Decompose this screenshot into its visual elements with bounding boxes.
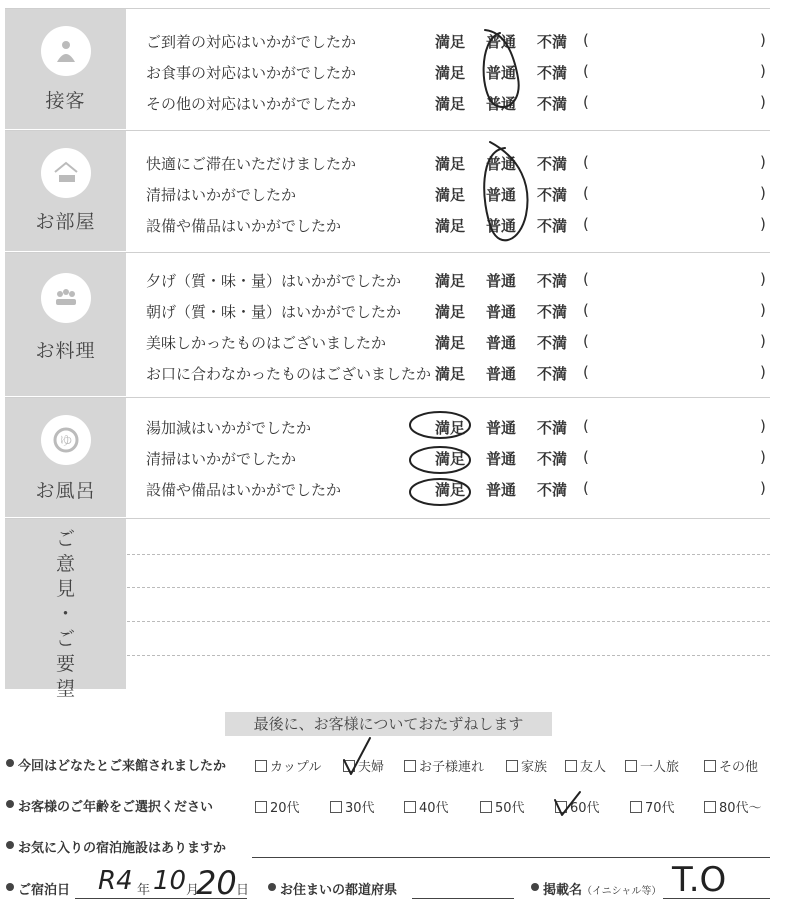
close-paren[interactable]: ): [760, 270, 766, 288]
companion-option[interactable]: [255, 756, 321, 775]
option-satisfied[interactable]: 満足: [435, 303, 466, 321]
option-normal[interactable]: 普通: [486, 155, 517, 173]
option-satisfied[interactable]: 満足: [435, 334, 466, 352]
stay-day-unit: 日: [236, 883, 250, 898]
svg-text:ゆ: ゆ: [59, 434, 73, 449]
companion-option[interactable]: [343, 756, 384, 775]
option-dissatisfied[interactable]: 不満: [537, 365, 568, 383]
stay-date-label: ご宿泊日: [18, 883, 71, 898]
hot-spring-icon: [41, 415, 91, 465]
open-paren[interactable]: (: [583, 363, 589, 381]
residence-label: お住まいの都道府県: [280, 883, 398, 898]
checkbox-icon[interactable]: [704, 760, 716, 772]
open-paren[interactable]: (: [583, 301, 589, 319]
stay-month-unit: 月: [186, 883, 200, 898]
age-option-label: 80代〜: [719, 801, 762, 816]
companion-option[interactable]: [625, 756, 679, 775]
checkbox-icon[interactable]: [255, 801, 267, 813]
checkbox-icon[interactable]: [330, 801, 342, 813]
age-option-label: 40代: [419, 801, 449, 816]
close-paren[interactable]: ): [760, 153, 766, 171]
close-paren[interactable]: ): [760, 184, 766, 202]
question-text: 美味しかったものはございましたか: [146, 334, 387, 352]
option-satisfied[interactable]: 満足: [435, 186, 466, 204]
open-paren[interactable]: (: [583, 93, 589, 111]
open-paren[interactable]: (: [583, 215, 589, 233]
category-label: 接客: [45, 90, 86, 112]
checkbox-icon[interactable]: [343, 760, 355, 772]
companion-option[interactable]: [565, 756, 606, 775]
favorite-question: お気に入りの宿泊施設はありますか: [18, 841, 227, 856]
bullet-icon: [6, 800, 14, 808]
option-satisfied[interactable]: 満足: [435, 33, 466, 51]
checkbox-icon[interactable]: [625, 760, 637, 772]
companion-option-label: 一人旅: [640, 760, 680, 775]
age-option[interactable]: [704, 797, 762, 816]
age-option-label: 70代: [645, 801, 675, 816]
age-option[interactable]: [404, 797, 449, 816]
companion-option-label: お子様連れ: [419, 760, 485, 775]
companion-question: 今回はどなたとご来館されましたか: [18, 759, 227, 774]
open-paren[interactable]: (: [583, 417, 589, 435]
category-label: お料理: [35, 340, 96, 362]
close-paren[interactable]: ): [760, 417, 766, 435]
close-paren[interactable]: ): [760, 448, 766, 466]
option-dissatisfied[interactable]: 不満: [537, 450, 568, 468]
checkbox-icon[interactable]: [565, 760, 577, 772]
option-normal[interactable]: 普通: [486, 186, 517, 204]
comment-line[interactable]: [127, 554, 770, 555]
comment-line[interactable]: [127, 587, 770, 588]
close-paren[interactable]: ): [760, 301, 766, 319]
option-normal[interactable]: 普通: [486, 217, 517, 235]
option-dissatisfied[interactable]: 不満: [537, 186, 568, 204]
option-satisfied[interactable]: 満足: [435, 419, 466, 437]
question-text: 夕げ（質・味・量）はいかがでしたか: [146, 272, 402, 290]
open-paren[interactable]: (: [583, 31, 589, 49]
question-text: 湯加減はいかがでしたか: [146, 419, 312, 437]
comment-line[interactable]: [127, 621, 770, 622]
question-text: 朝げ（質・味・量）はいかがでしたか: [146, 303, 402, 321]
option-satisfied[interactable]: 満足: [435, 95, 466, 113]
house-icon: [41, 148, 91, 198]
option-normal[interactable]: 普通: [486, 419, 517, 437]
food-icon: [41, 273, 91, 323]
close-paren[interactable]: ): [760, 62, 766, 80]
age-option-label: 30代: [345, 801, 375, 816]
age-option[interactable]: [330, 797, 375, 816]
age-option[interactable]: [555, 797, 600, 816]
companion-option-label: 友人: [580, 760, 607, 775]
close-paren[interactable]: ): [760, 479, 766, 497]
option-normal[interactable]: 普通: [486, 95, 517, 113]
option-normal[interactable]: 普通: [486, 64, 517, 82]
bullet-icon: [531, 883, 539, 891]
category-label: お風呂: [35, 480, 96, 502]
option-normal[interactable]: 普通: [486, 334, 517, 352]
companion-option[interactable]: [506, 756, 547, 775]
publish-label: 掲載名（イニシャル等）: [543, 883, 662, 898]
checkbox-icon[interactable]: [255, 760, 267, 772]
stay-year-handwritten: R4: [98, 866, 133, 896]
option-dissatisfied[interactable]: 不満: [537, 334, 568, 352]
category-label: お部屋: [35, 211, 96, 233]
open-paren[interactable]: (: [583, 153, 589, 171]
option-dissatisfied[interactable]: 不満: [537, 217, 568, 235]
companion-option-label: 夫婦: [358, 760, 385, 775]
question-text: 清掃はいかがでしたか: [146, 186, 297, 204]
question-text: 清掃はいかがでしたか: [146, 450, 297, 468]
open-paren[interactable]: (: [583, 184, 589, 202]
close-paren[interactable]: ): [760, 93, 766, 111]
stay-day-handwritten: 20: [196, 864, 237, 902]
option-dissatisfied[interactable]: 不満: [537, 33, 568, 51]
checkbox-icon[interactable]: [480, 801, 492, 813]
checkbox-icon[interactable]: [704, 801, 716, 813]
publish-handwritten: T.O: [672, 860, 727, 900]
comments-label: ご 意 見 ・ ご 要 望: [55, 528, 75, 700]
checkbox-icon[interactable]: [404, 801, 416, 813]
option-dissatisfied[interactable]: 不満: [537, 64, 568, 82]
option-normal[interactable]: 普通: [486, 272, 517, 290]
age-option-label: 50代: [495, 801, 525, 816]
option-satisfied[interactable]: 満足: [435, 217, 466, 235]
age-option[interactable]: [630, 797, 675, 816]
question-text: 快適にご滞在いただけましたか: [146, 155, 357, 173]
question-text: その他の対応はいかがでしたか: [146, 95, 357, 113]
option-satisfied[interactable]: 満足: [435, 365, 466, 383]
question-text: ご到着の対応はいかがでしたか: [146, 33, 357, 51]
open-paren[interactable]: (: [583, 479, 589, 497]
companion-option-label: カップル: [270, 760, 322, 775]
bullet-icon: [6, 759, 14, 767]
reception-icon: [41, 26, 91, 76]
age-option[interactable]: [480, 797, 525, 816]
comment-line[interactable]: [127, 655, 770, 656]
favorite-input-line[interactable]: [252, 857, 770, 858]
bullet-icon: [268, 883, 276, 891]
checkbox-icon[interactable]: [506, 760, 518, 772]
age-option-label: 60代: [570, 801, 600, 816]
option-normal[interactable]: 普通: [486, 33, 517, 51]
open-paren[interactable]: (: [583, 448, 589, 466]
close-paren[interactable]: ): [760, 31, 766, 49]
option-dissatisfied[interactable]: 不満: [537, 272, 568, 290]
checkbox-icon[interactable]: [630, 801, 642, 813]
close-paren[interactable]: ): [760, 363, 766, 381]
option-dissatisfied[interactable]: 不満: [537, 419, 568, 437]
option-normal[interactable]: 普通: [486, 481, 517, 499]
checkbox-icon[interactable]: [555, 801, 567, 813]
stay-month-handwritten: 10: [153, 866, 187, 896]
option-satisfied[interactable]: 満足: [435, 450, 466, 468]
age-question: お客様のご年齢をご選択ください: [18, 800, 214, 815]
bullet-icon: [6, 883, 14, 891]
open-paren[interactable]: (: [583, 332, 589, 350]
closing-banner: 最後に、お客様についておたずねします: [225, 712, 552, 736]
option-dissatisfied[interactable]: 不満: [537, 303, 568, 321]
option-dissatisfied[interactable]: 不満: [537, 95, 568, 113]
companion-option-label: その他: [719, 760, 759, 775]
companion-option-label: 家族: [521, 760, 548, 775]
bullet-icon: [6, 841, 14, 849]
option-satisfied[interactable]: 満足: [435, 155, 466, 173]
open-paren[interactable]: (: [583, 62, 589, 80]
question-text: 設備や備品はいかがでしたか: [146, 481, 342, 499]
option-dissatisfied[interactable]: 不満: [537, 481, 568, 499]
residence-line[interactable]: [412, 898, 514, 899]
question-text: 設備や備品はいかがでしたか: [146, 217, 342, 235]
open-paren[interactable]: (: [583, 270, 589, 288]
companion-option[interactable]: [404, 756, 484, 775]
age-option[interactable]: [255, 797, 300, 816]
close-paren[interactable]: ): [760, 215, 766, 233]
close-paren[interactable]: ): [760, 332, 766, 350]
age-option-label: 20代: [270, 801, 300, 816]
companion-option[interactable]: [704, 756, 758, 775]
stay-year-unit: 年: [137, 883, 151, 898]
option-satisfied[interactable]: 満足: [435, 272, 466, 290]
question-text: お食事の対応はいかがでしたか: [146, 64, 357, 82]
checkbox-icon[interactable]: [404, 760, 416, 772]
option-normal[interactable]: 普通: [486, 450, 517, 468]
option-normal[interactable]: 普通: [486, 365, 517, 383]
option-dissatisfied[interactable]: 不満: [537, 155, 568, 173]
option-satisfied[interactable]: 満足: [435, 481, 466, 499]
question-text: お口に合わなかったものはございましたか: [146, 365, 432, 383]
option-normal[interactable]: 普通: [486, 303, 517, 321]
option-satisfied[interactable]: 満足: [435, 64, 466, 82]
